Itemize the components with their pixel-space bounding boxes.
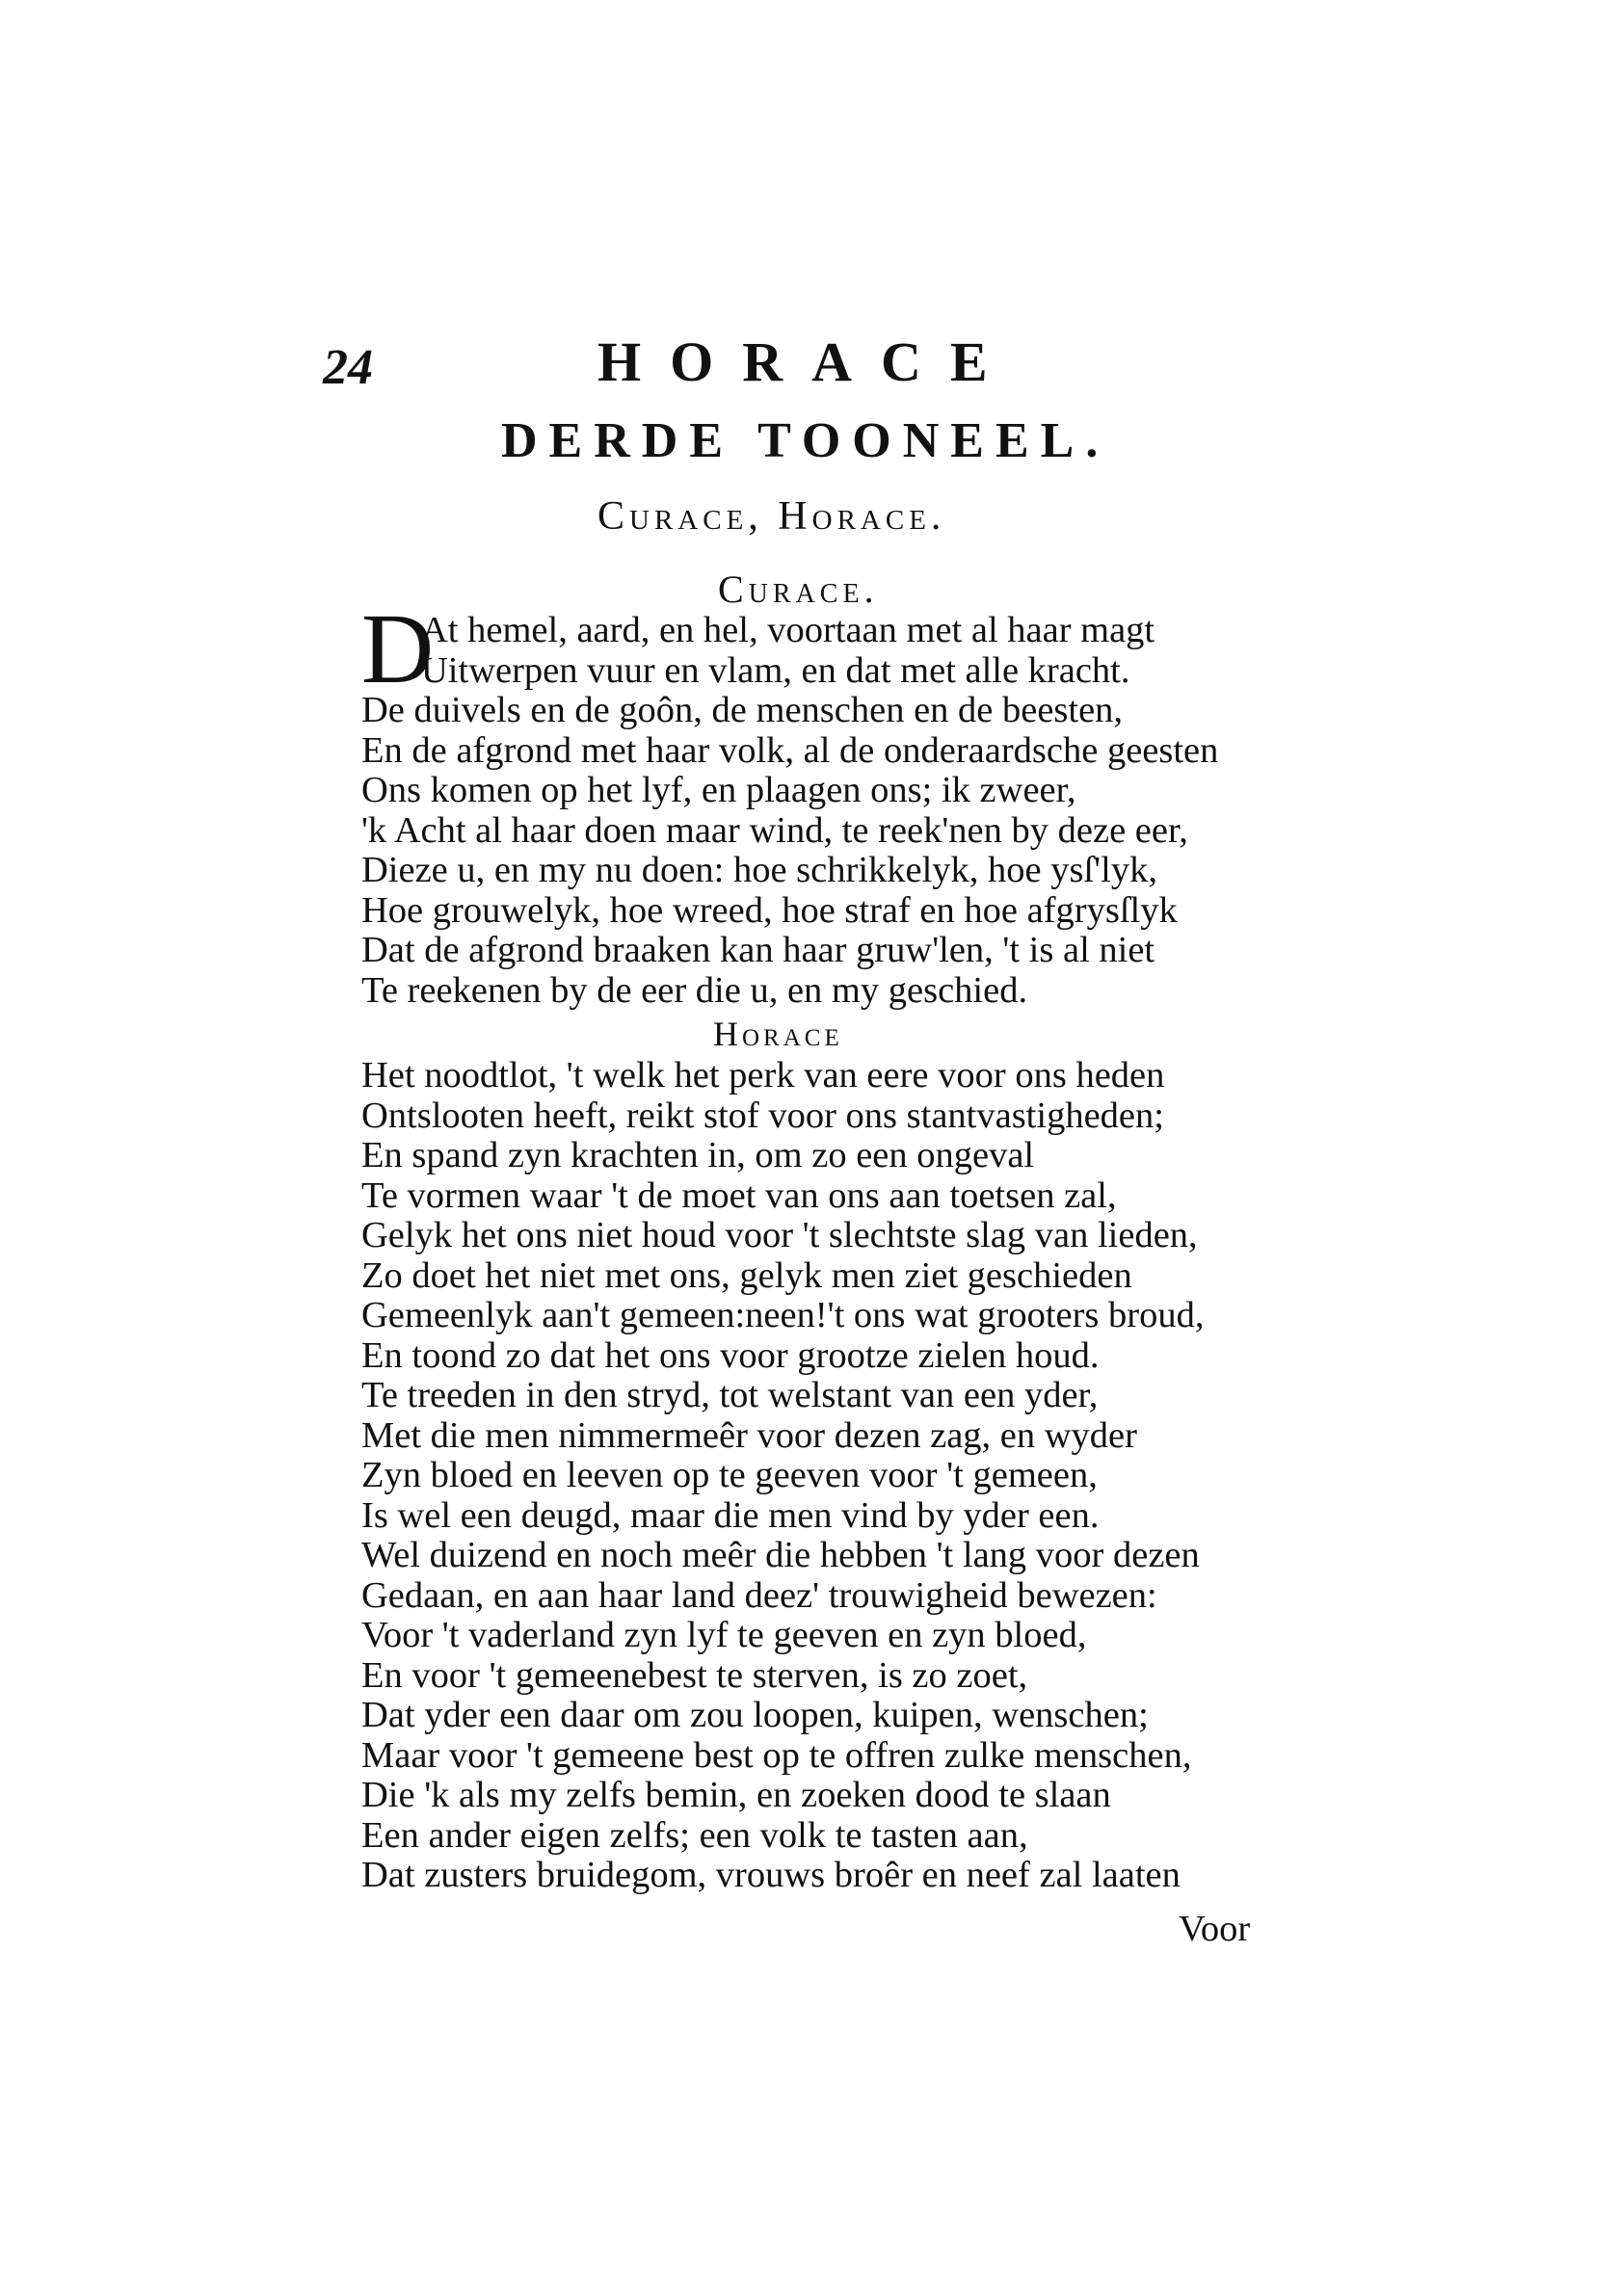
page-number: 24 — [323, 340, 373, 395]
scene-characters: Curace, Horace. — [597, 494, 946, 539]
verse-line: Maar voor 't gemeene best op te offren zulke menschen, — [361, 1734, 1192, 1776]
verse-line: Hoe grouwelyk, hoe wreed, hoe straf en hoe afgrysſlyk — [361, 889, 1178, 931]
verse-line: Uitwerpen vuur en vlam, en dat met alle kracht. — [421, 649, 1130, 691]
verse-line: Zyn bloed en leeven op te geeven voor 't gemeen, — [361, 1455, 1098, 1495]
running-head: HORACE — [597, 330, 1017, 393]
verse-line: Voor 't vaderland zyn lyf te geeven en zyn bloed, — [361, 1615, 1087, 1655]
verse-line: Dat yder een daar om zou loopen, kuipen, wenschen; — [361, 1695, 1149, 1735]
verse-line: Te reekenen by de eer die u, en my geschied. — [361, 969, 1028, 1011]
verse-line: En voor 't gemeenebest te sterven, is zo zoet, — [361, 1654, 1028, 1696]
verse-line: Is wel een deugd, maar die men vind by yder een. — [361, 1494, 1100, 1536]
catchword: Voor — [1179, 1909, 1251, 1949]
verse-line: Dieze u, en my nu doen: hoe schrikkelyk, hoe ysſ'lyk, — [361, 850, 1157, 890]
verse-line: En de afgrond met haar volk, al de onderaardsche geesten — [361, 729, 1219, 771]
verse-line: En toond zo dat het ons voor grootze zielen houd. — [361, 1334, 1100, 1376]
verse-line: Die 'k als my zelfs bemin, en zoeken dood te slaan — [361, 1775, 1111, 1815]
speaker-horace: Horace — [713, 1015, 843, 1053]
verse-line: Het noodtlot, 't welk het perk van eere voor ons heden — [361, 1055, 1165, 1095]
scene-title: DERDE TOONEEL. — [501, 413, 1110, 468]
speech-curace — [361, 611, 1218, 1011]
speaker-curace: Curace. — [718, 567, 879, 611]
verse-line: Ons komen op het lyf, en plaagen ons; ik zweer, — [361, 770, 1076, 810]
speech-horace — [361, 1056, 1204, 1896]
verse-line: Met die men nimmermeêr voor dezen zag, en wyder — [361, 1414, 1137, 1456]
verse-line: Te treeden in den stryd, tot welstant van een yder, — [361, 1375, 1099, 1415]
verse-line: Gedaan, en aan haar land deez' trouwigheid bewezen: — [361, 1574, 1157, 1616]
verse-line: De duivels en de goôn, de menschen en de beesten, — [361, 690, 1124, 730]
verse-line: Wel duizend en noch meêr die hebben 't lang voor dezen — [361, 1535, 1200, 1575]
verse-line: Dat de afgrond braaken kan haar gruw'len, 't is al niet — [361, 930, 1155, 970]
verse-line: Gelyk het ons niet houd voor 't slechtste slag van lieden, — [361, 1215, 1198, 1255]
verse-line: 'k Acht al haar doen maar wind, te reek'nen by deze eer, — [361, 809, 1188, 851]
verse-line: Ontslooten heeft, reikt stof voor ons stantvastigheden; — [361, 1095, 1164, 1136]
verse-line: Te vormen waar 't de moet van ons aan toetsen zal, — [361, 1174, 1117, 1216]
verse-line: Een ander eigen zelfs; een volk te tasten aan, — [361, 1814, 1028, 1856]
verse-line: Gemeenlyk aan't gemeen:neen!'t ons wat grooters broud, — [361, 1295, 1205, 1335]
verse-line: At hemel, aard, en hel, voortaan met al haar magt — [421, 610, 1155, 650]
drop-cap: D — [361, 594, 435, 704]
verse-line: Zo doet het niet met ons, gelyk men ziet geschieden — [361, 1254, 1132, 1296]
verse-line: Dat zusters bruidegom, vrouws broêr en neef zal laaten — [361, 1855, 1181, 1895]
verse-line: En spand zyn krachten in, om zo een ongeval — [361, 1135, 1035, 1175]
